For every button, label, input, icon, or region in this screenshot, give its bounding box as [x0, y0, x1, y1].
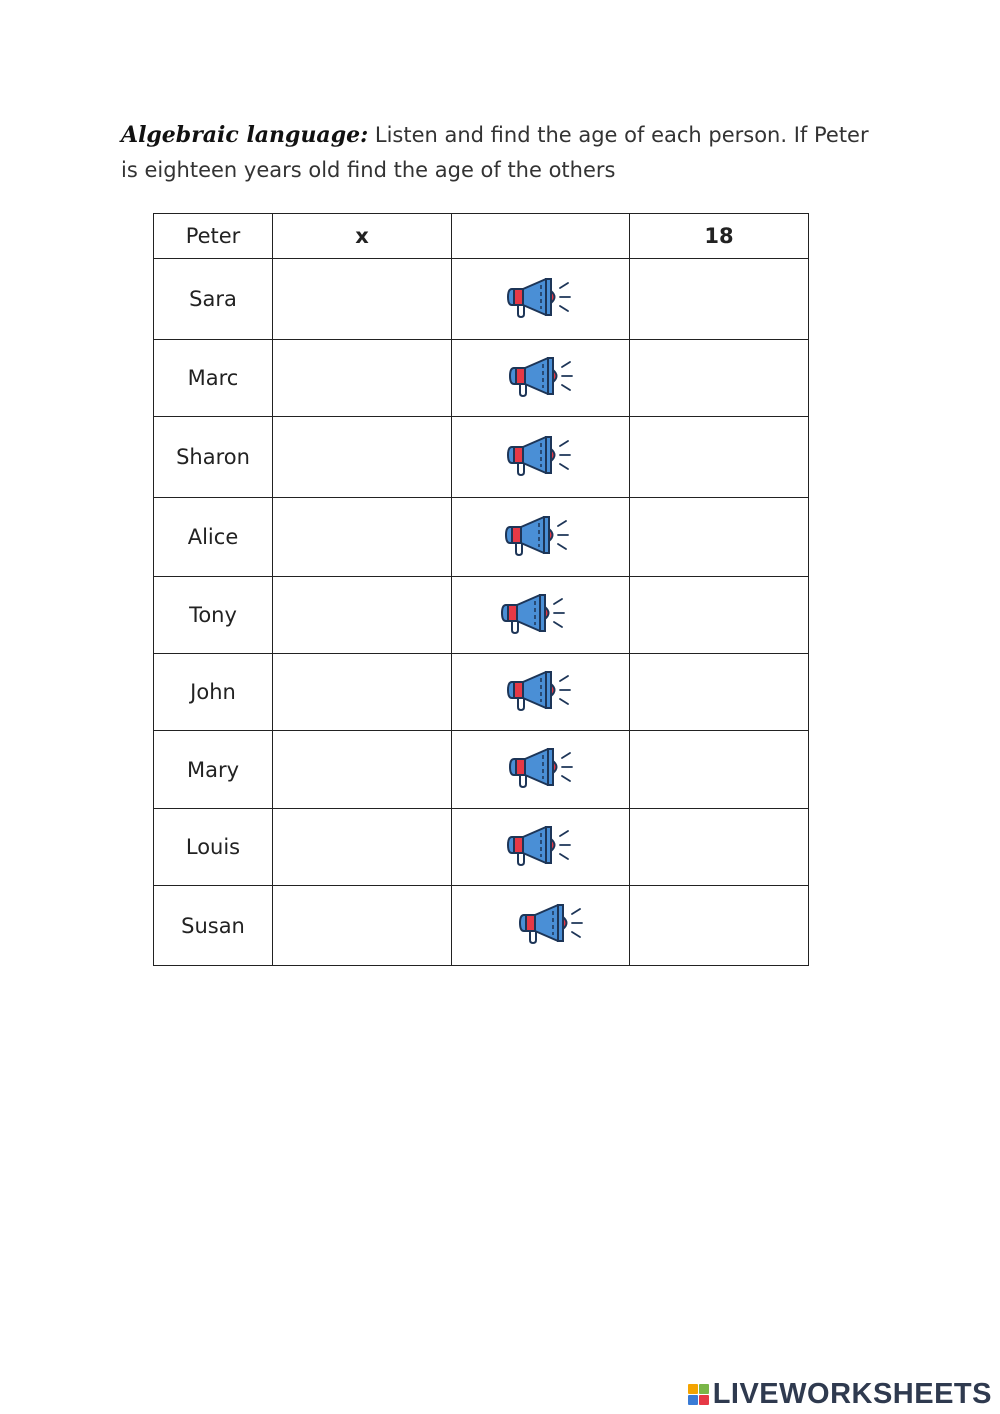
megaphone-icon[interactable] [506, 276, 576, 318]
table-row [154, 259, 809, 340]
logo-text: LIVEWORKSHEETS [712, 1378, 992, 1410]
age-cell [630, 809, 809, 886]
age-cell [630, 577, 809, 654]
age-input[interactable] [637, 524, 801, 550]
table-row [154, 340, 809, 417]
megaphone-icon[interactable] [508, 355, 578, 397]
expression-cell [273, 731, 452, 809]
table-row [154, 731, 809, 809]
audio-cell [452, 417, 630, 498]
audio-cell [452, 340, 630, 417]
age-input[interactable] [637, 679, 801, 705]
expression-input[interactable] [280, 834, 444, 860]
expression-cell [273, 259, 452, 340]
person-name-cell: Marc [154, 340, 273, 417]
expression-cell [273, 498, 452, 577]
megaphone-icon[interactable] [506, 434, 576, 476]
person-name-cell: Tony [154, 577, 273, 654]
person-name-cell: Mary [154, 731, 273, 809]
age-input[interactable] [637, 602, 801, 628]
megaphone-icon[interactable] [500, 592, 570, 634]
header-age-cell: 18 [630, 214, 809, 259]
table-row [154, 654, 809, 731]
audio-cell [452, 654, 630, 731]
expression-input[interactable] [280, 365, 444, 391]
table-row [154, 417, 809, 498]
person-name-cell: Susan [154, 886, 273, 966]
table-row [154, 809, 809, 886]
age-cell [630, 259, 809, 340]
age-cell [630, 886, 809, 966]
megaphone-icon[interactable] [508, 746, 578, 788]
expression-input[interactable] [280, 602, 444, 628]
instructions-lead: Algebraic language: [121, 122, 369, 148]
audio-cell [452, 809, 630, 886]
header-audio-cell [452, 214, 630, 259]
person-name-cell: Sharon [154, 417, 273, 498]
megaphone-icon[interactable] [504, 514, 574, 556]
instructions [121, 118, 881, 188]
age-input[interactable] [637, 913, 801, 939]
expression-input[interactable] [280, 913, 444, 939]
liveworksheets-logo [688, 1378, 992, 1411]
expression-cell [273, 417, 452, 498]
expression-cell [273, 654, 452, 731]
audio-cell [452, 886, 630, 966]
age-input[interactable] [637, 834, 801, 860]
person-name-cell: John [154, 654, 273, 731]
expression-input[interactable] [280, 286, 444, 312]
age-cell [630, 340, 809, 417]
megaphone-icon[interactable] [506, 669, 576, 711]
expression-cell [273, 577, 452, 654]
age-input[interactable] [637, 757, 801, 783]
age-input[interactable] [637, 286, 801, 312]
person-name-cell: Alice [154, 498, 273, 577]
table-row [154, 886, 809, 966]
expression-input[interactable] [280, 679, 444, 705]
expression-input[interactable] [280, 444, 444, 470]
person-name-cell: Sara [154, 259, 273, 340]
expression-cell [273, 809, 452, 886]
age-cell [630, 731, 809, 809]
age-cell [630, 417, 809, 498]
logo-mark-icon [688, 1384, 709, 1405]
ages-table [153, 213, 809, 966]
table-header-row [154, 214, 809, 259]
expression-cell [273, 886, 452, 966]
age-input[interactable] [637, 444, 801, 470]
age-input[interactable] [637, 365, 801, 391]
table-row [154, 577, 809, 654]
audio-cell [452, 259, 630, 340]
expression-input[interactable] [280, 524, 444, 550]
expression-cell [273, 340, 452, 417]
audio-cell [452, 577, 630, 654]
megaphone-icon[interactable] [518, 902, 588, 944]
expression-input[interactable] [280, 757, 444, 783]
table-row [154, 498, 809, 577]
age-cell [630, 498, 809, 577]
megaphone-icon[interactable] [506, 824, 576, 866]
person-name-cell: Louis [154, 809, 273, 886]
header-name-cell: Peter [154, 214, 273, 259]
age-cell [630, 654, 809, 731]
instructions-text: Listen and find the age of each person. If Peter is eighteen years old find the age of the others [121, 123, 869, 182]
audio-cell [452, 498, 630, 577]
audio-cell [452, 731, 630, 809]
header-expression-cell: x [273, 214, 452, 259]
